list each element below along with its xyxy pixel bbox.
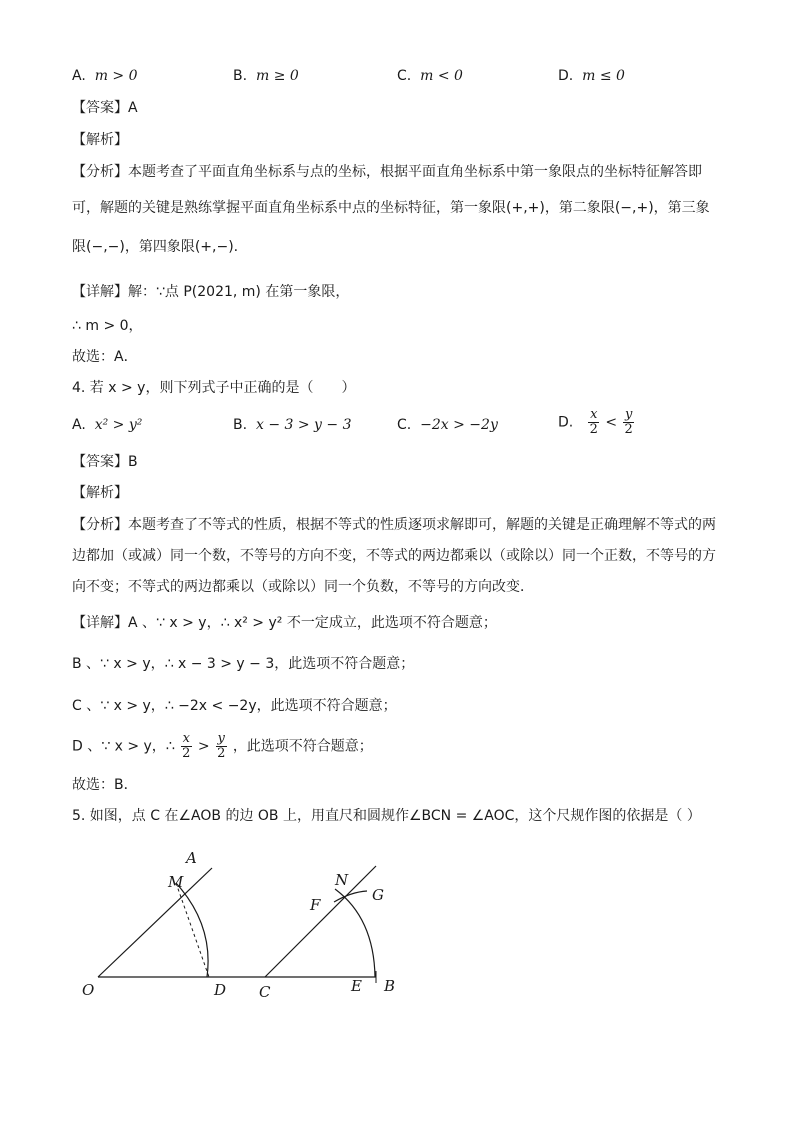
q4-option-c: C. −2x > −2y (397, 417, 498, 433)
q4-option-a: A. x² > y² (72, 417, 143, 433)
q4-detail-b: B 、∵ x > y，∴ x − 3 > y − 3，此选项不符合题意； (72, 656, 415, 672)
label-o: O (82, 981, 95, 999)
q4-option-b: B. x − 3 > y − 3 (233, 417, 352, 433)
q3-analysis-title: 【解析】 (72, 132, 128, 148)
q3-option-b: B. m ≥ 0 (233, 68, 299, 84)
arc-ef (335, 889, 375, 977)
label-e: E (351, 977, 362, 995)
q4-analysis-line-2: 边都加（或减）同一个数，不等号的方向不变，不等式的两边都乘以（或除以）同一个正数，不等号的方 (72, 548, 716, 564)
q3-analysis-line-1: 【分析】本题考查了平面直角坐标系与点的坐标，根据平面直角坐标系中第一象限点的坐标特征解答即 (72, 164, 702, 180)
q3-conclusion: 故选：A． (72, 349, 138, 365)
q4-detail-a: 【详解】A 、∵ x > y，∴ x² > y² 不一定成立，此选项不符合题意； (72, 615, 497, 631)
q4-analysis-title: 【解析】 (72, 485, 128, 501)
fraction: $\frac{x}{2}$ (589, 407, 598, 437)
fraction: $\frac{y}{2}$ (217, 731, 226, 761)
label-a: A (186, 849, 197, 867)
q3-detail-line-2: ∴ m > 0， (72, 318, 143, 334)
q3-option-c: C. m < 0 (397, 68, 463, 84)
label-f: F (310, 896, 321, 914)
q3-analysis-line-2: 可，解题的关键是熟练掌握平面直角坐标系中点的坐标特征，第一象限(+,+)，第二象限(−,+)，第三象 (72, 200, 710, 216)
q4-detail-d: D 、∵ x > y，∴ $\frac{x}{2}$ > $\frac{y}{2}$ ，此选项不符合题意； (72, 731, 373, 761)
q4-stem: 4. 若 x > y，则下列式子中正确的是（ ） (72, 380, 356, 396)
label-c: C (259, 983, 271, 1001)
label-g: G (372, 886, 384, 904)
q3-detail-line-1: 【详解】解：∵点 P(2021, m) 在第一象限， (72, 284, 350, 300)
q3-analysis-line-3: 限(−,−)，第四象限(+,−). (72, 239, 239, 255)
q4-option-d: D. $\frac{x}{2}$ < $\frac{y}{2}$ (558, 407, 633, 437)
q4-detail-c: C 、∵ x > y，∴ −2x < −2y，此选项不符合题意； (72, 698, 397, 714)
q4-analysis-line-3: 向不变；不等式的两边都乘以（或除以）同一个负数，不等号的方向改变． (72, 579, 534, 595)
label-n: N (335, 871, 349, 889)
q3-option-d: D. m ≤ 0 (558, 68, 625, 84)
fraction: $\frac{y}{2}$ (624, 407, 633, 437)
ray-cn (265, 866, 376, 977)
fraction: $\frac{x}{2}$ (182, 731, 191, 761)
q4-conclusion: 故选：B． (72, 777, 138, 793)
label-m: M (168, 873, 184, 891)
q3-option-a: A. m > 0 (72, 68, 138, 84)
q4-answer: 【答案】B (72, 454, 138, 470)
ray-oa (98, 868, 212, 977)
q3-answer: 【答案】A (72, 100, 138, 116)
label-b: B (384, 977, 396, 995)
q4-analysis-line-1: 【分析】本题考查了不等式的性质，根据不等式的性质逐项求解即可，解题的关键是正确理解不等式的两 (72, 517, 716, 533)
label-d: D (214, 981, 227, 999)
q5-stem: 5. 如图，点 C 在∠AOB 的边 OB 上，用直尺和圆规作∠BCN = ∠AOC，这个尺规作图的依据是（ ） (72, 808, 701, 824)
